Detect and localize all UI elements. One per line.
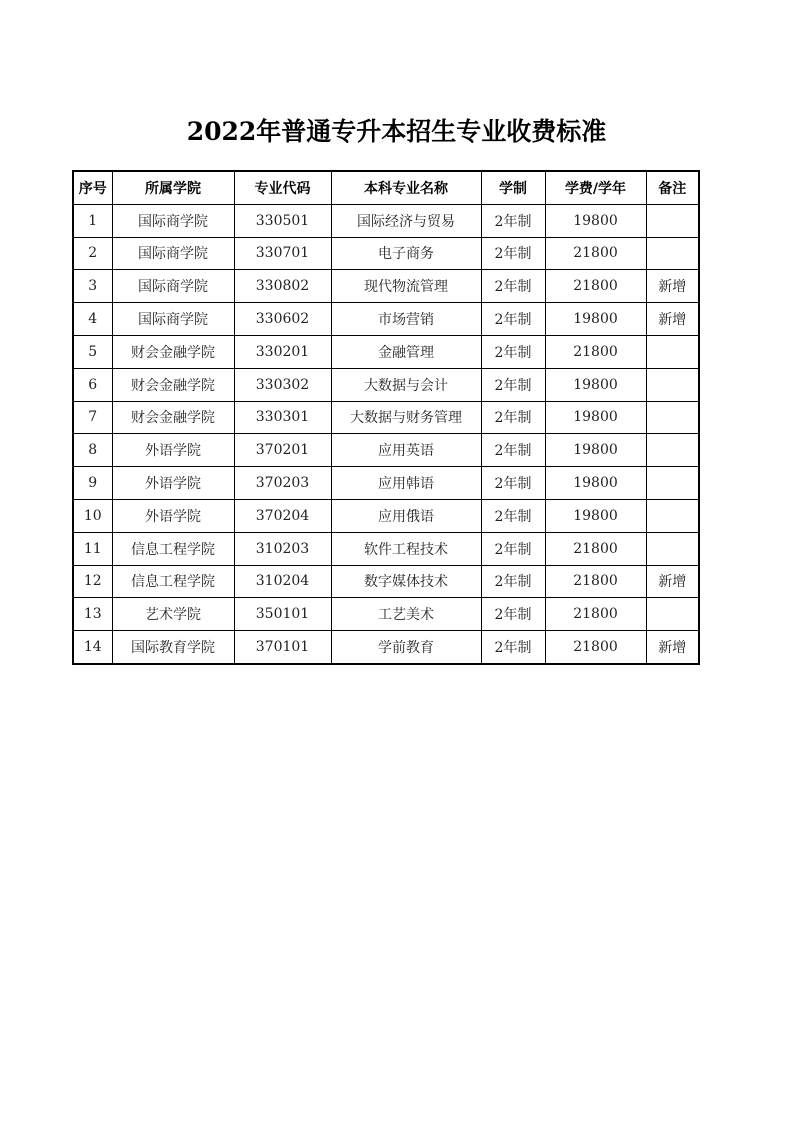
table-row: [73, 204, 699, 237]
column-header-tuition: 学费/学年: [545, 171, 646, 204]
document-title: 2022年普通专升本招生专业收费标准: [186, 117, 607, 146]
cell-index: 7: [73, 401, 112, 434]
cell-college: 财会金融学院: [112, 401, 234, 434]
table-row: [73, 631, 699, 664]
cell-duration: 2年制: [481, 237, 545, 270]
cell-college: 信息工程学院: [112, 532, 234, 565]
cell-remark: [646, 204, 699, 237]
cell-college: 国际教育学院: [112, 631, 234, 664]
cell-tuition: 19800: [545, 303, 646, 336]
cell-college: 信息工程学院: [112, 565, 234, 598]
table-row: [73, 499, 699, 532]
cell-remark: [646, 434, 699, 467]
table-row: [73, 434, 699, 467]
cell-major-code: 370101: [234, 631, 331, 664]
table-row: [73, 565, 699, 598]
cell-tuition: 19800: [545, 401, 646, 434]
cell-duration: 2年制: [481, 401, 545, 434]
cell-index: 6: [73, 368, 112, 401]
cell-remark: 新增: [646, 565, 699, 598]
cell-duration: 2年制: [481, 270, 545, 303]
cell-duration: 2年制: [481, 434, 545, 467]
cell-major-name: 应用英语: [331, 434, 481, 467]
cell-index: 4: [73, 303, 112, 336]
cell-college: 国际商学院: [112, 204, 234, 237]
cell-college: 财会金融学院: [112, 368, 234, 401]
cell-major-name: 大数据与会计: [331, 368, 481, 401]
cell-tuition: 19800: [545, 434, 646, 467]
cell-major-name: 现代物流管理: [331, 270, 481, 303]
cell-duration: 2年制: [481, 303, 545, 336]
cell-tuition: 21800: [545, 237, 646, 270]
column-header-major-code: 专业代码: [234, 171, 331, 204]
cell-duration: 2年制: [481, 631, 545, 664]
cell-tuition: 21800: [545, 335, 646, 368]
cell-remark: 新增: [646, 270, 699, 303]
column-header-remark: 备注: [646, 171, 699, 204]
cell-tuition: 19800: [545, 467, 646, 500]
cell-college: 外语学院: [112, 499, 234, 532]
cell-college: 国际商学院: [112, 270, 234, 303]
cell-duration: 2年制: [481, 335, 545, 368]
cell-duration: 2年制: [481, 598, 545, 631]
table-header-row: [73, 171, 699, 204]
cell-duration: 2年制: [481, 565, 545, 598]
cell-major-code: 330802: [234, 270, 331, 303]
cell-tuition: 21800: [545, 598, 646, 631]
cell-college: 国际商学院: [112, 237, 234, 270]
table-row: [73, 532, 699, 565]
cell-index: 9: [73, 467, 112, 500]
table-row: [73, 368, 699, 401]
cell-duration: 2年制: [481, 467, 545, 500]
cell-remark: [646, 532, 699, 565]
cell-major-name: 应用韩语: [331, 467, 481, 500]
cell-major-name: 应用俄语: [331, 499, 481, 532]
cell-tuition: 21800: [545, 532, 646, 565]
table-row: [73, 270, 699, 303]
cell-duration: 2年制: [481, 204, 545, 237]
cell-major-name: 国际经济与贸易: [331, 204, 481, 237]
cell-remark: [646, 401, 699, 434]
cell-remark: [646, 335, 699, 368]
cell-tuition: 19800: [545, 368, 646, 401]
cell-index: 11: [73, 532, 112, 565]
cell-major-code: 330602: [234, 303, 331, 336]
table-row: [73, 237, 699, 270]
cell-major-code: 370201: [234, 434, 331, 467]
cell-major-code: 310203: [234, 532, 331, 565]
cell-remark: [646, 368, 699, 401]
fee-table: [72, 170, 700, 665]
cell-tuition: 21800: [545, 270, 646, 303]
cell-remark: [646, 237, 699, 270]
cell-major-code: 370204: [234, 499, 331, 532]
cell-major-code: 330201: [234, 335, 331, 368]
cell-major-code: 310204: [234, 565, 331, 598]
cell-tuition: 21800: [545, 565, 646, 598]
table-row: [73, 401, 699, 434]
cell-index: 5: [73, 335, 112, 368]
cell-major-name: 工艺美术: [331, 598, 481, 631]
cell-index: 3: [73, 270, 112, 303]
cell-college: 财会金融学院: [112, 335, 234, 368]
cell-major-name: 市场营销: [331, 303, 481, 336]
table-row: [73, 598, 699, 631]
cell-major-name: 数字媒体技术: [331, 565, 481, 598]
cell-index: 2: [73, 237, 112, 270]
cell-major-code: 370203: [234, 467, 331, 500]
cell-tuition: 21800: [545, 631, 646, 664]
table-row: [73, 303, 699, 336]
cell-major-code: 330501: [234, 204, 331, 237]
cell-college: 艺术学院: [112, 598, 234, 631]
cell-college: 国际商学院: [112, 303, 234, 336]
cell-index: 13: [73, 598, 112, 631]
cell-major-code: 330302: [234, 368, 331, 401]
cell-remark: 新增: [646, 303, 699, 336]
cell-remark: [646, 467, 699, 500]
cell-index: 8: [73, 434, 112, 467]
column-header-duration: 学制: [481, 171, 545, 204]
cell-college: 外语学院: [112, 467, 234, 500]
cell-college: 外语学院: [112, 434, 234, 467]
column-header-index: 序号: [73, 171, 112, 204]
cell-major-name: 软件工程技术: [331, 532, 481, 565]
cell-duration: 2年制: [481, 532, 545, 565]
cell-major-code: 350101: [234, 598, 331, 631]
column-header-college: 所属学院: [112, 171, 234, 204]
cell-major-name: 学前教育: [331, 631, 481, 664]
cell-index: 12: [73, 565, 112, 598]
cell-duration: 2年制: [481, 499, 545, 532]
cell-major-name: 电子商务: [331, 237, 481, 270]
cell-index: 10: [73, 499, 112, 532]
cell-major-name: 大数据与财务管理: [331, 401, 481, 434]
cell-remark: 新增: [646, 631, 699, 664]
cell-index: 14: [73, 631, 112, 664]
cell-remark: [646, 598, 699, 631]
cell-major-code: 330701: [234, 237, 331, 270]
column-header-major-name: 本科专业名称: [331, 171, 481, 204]
cell-remark: [646, 499, 699, 532]
cell-duration: 2年制: [481, 368, 545, 401]
cell-tuition: 19800: [545, 499, 646, 532]
table-row: [73, 467, 699, 500]
cell-major-code: 330301: [234, 401, 331, 434]
cell-major-name: 金融管理: [331, 335, 481, 368]
cell-index: 1: [73, 204, 112, 237]
cell-tuition: 19800: [545, 204, 646, 237]
table-row: [73, 335, 699, 368]
